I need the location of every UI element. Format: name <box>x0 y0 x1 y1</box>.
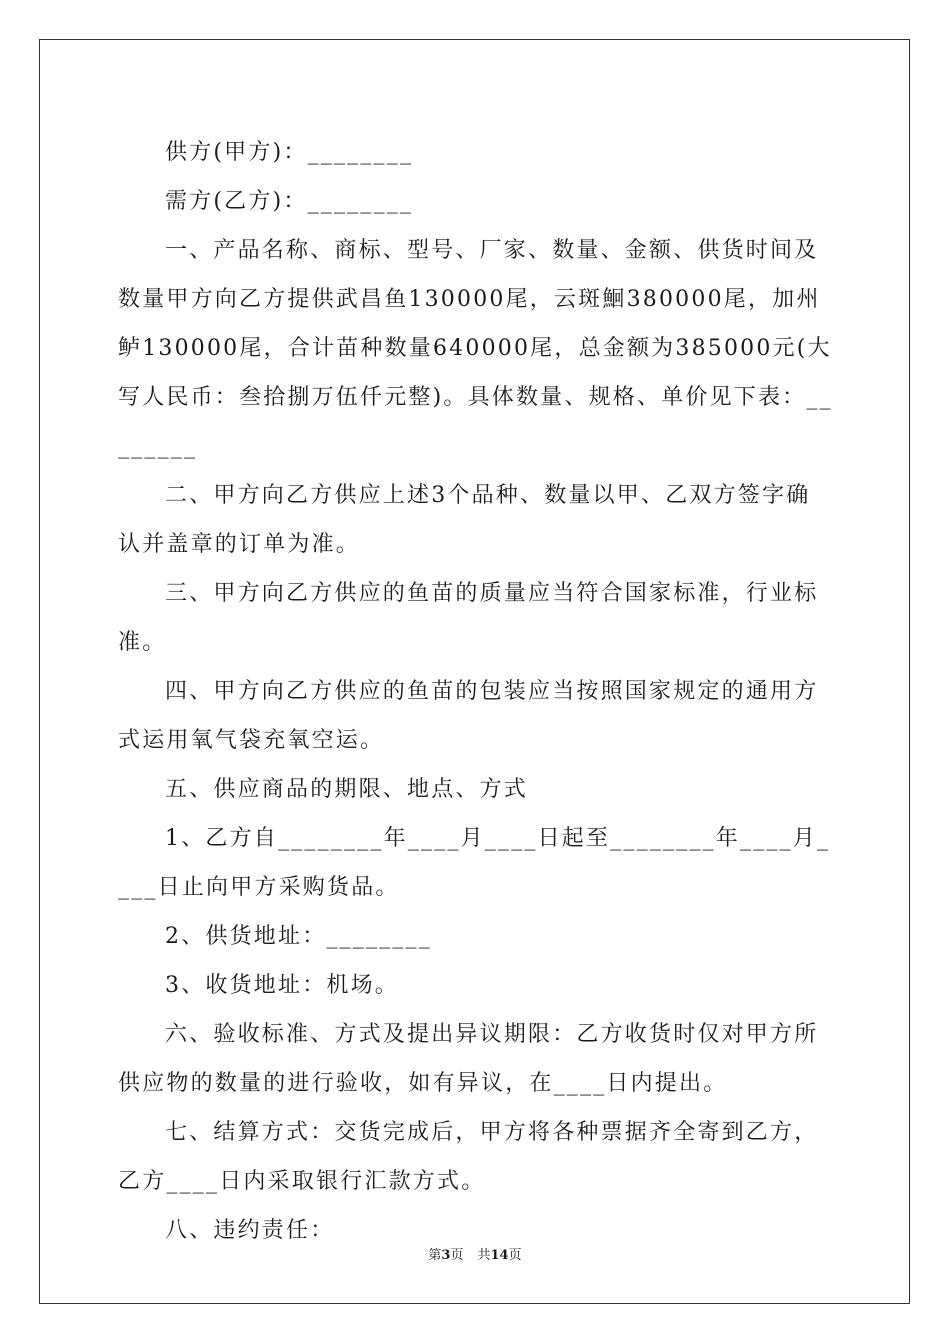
clause-2-order-confirmation: 二、甲方向乙方供应上述3个品种、数量以甲、乙双方签字确认并盖章的订单为准。 <box>118 483 811 557</box>
document-body <box>118 128 834 1255</box>
clause-8-liability-heading: 八、违约责任： <box>165 1218 335 1243</box>
supplier-party-line: 供方(甲方)：________ <box>165 140 414 165</box>
clause-5-1-period: 1、乙方自________年____月____日起至________年____月____日止向甲方采购货品。 <box>118 826 831 900</box>
total-suffix: 页 <box>508 1248 522 1263</box>
clause-6-inspection: 六、验收标准、方式及提出异议期限：乙方收货时仅对甲方所供应物的数量的进行验收，如有异议，在____日内提出。 <box>118 1022 819 1096</box>
buyer-party-line: 需方(乙方)：________ <box>165 189 414 214</box>
total-prefix: 共 <box>477 1248 491 1263</box>
page-number: 3 <box>441 1248 451 1263</box>
clause-5-3-delivery-address: 3、收货地址：机场。 <box>165 973 399 998</box>
page-suffix: 页 <box>450 1248 464 1263</box>
clause-1-product-details: 一、产品名称、商标、型号、厂家、数量、金额、供货时间及数量甲方向乙方提供武昌鱼130000尾，云斑鮰380000尾，加州鲈130000尾，合计苗种数量640000尾，总金额为385000元(大写人民币：叁拾捌万伍仟元整)。具体数量、规格、单价见下表：________ <box>118 238 833 459</box>
clause-5-heading: 五、供应商品的期限、地点、方式 <box>165 777 529 802</box>
page-total: 14 <box>490 1248 509 1263</box>
clause-5-2-supply-address: 2、供货地址：________ <box>165 924 432 949</box>
clause-4-packaging: 四、甲方向乙方供应的鱼苗的包装应当按照国家规定的通用方式运用氧气袋充氧空运。 <box>118 679 819 753</box>
clause-7-settlement: 七、结算方式：交货完成后，甲方将各种票据齐全寄到乙方，乙方____日内采取银行汇款方式。 <box>118 1120 819 1194</box>
page-footer <box>0 1248 950 1264</box>
clause-3-quality-standard: 三、甲方向乙方供应的鱼苗的质量应当符合国家标准，行业标准。 <box>118 581 819 655</box>
page-prefix: 第 <box>428 1248 442 1263</box>
